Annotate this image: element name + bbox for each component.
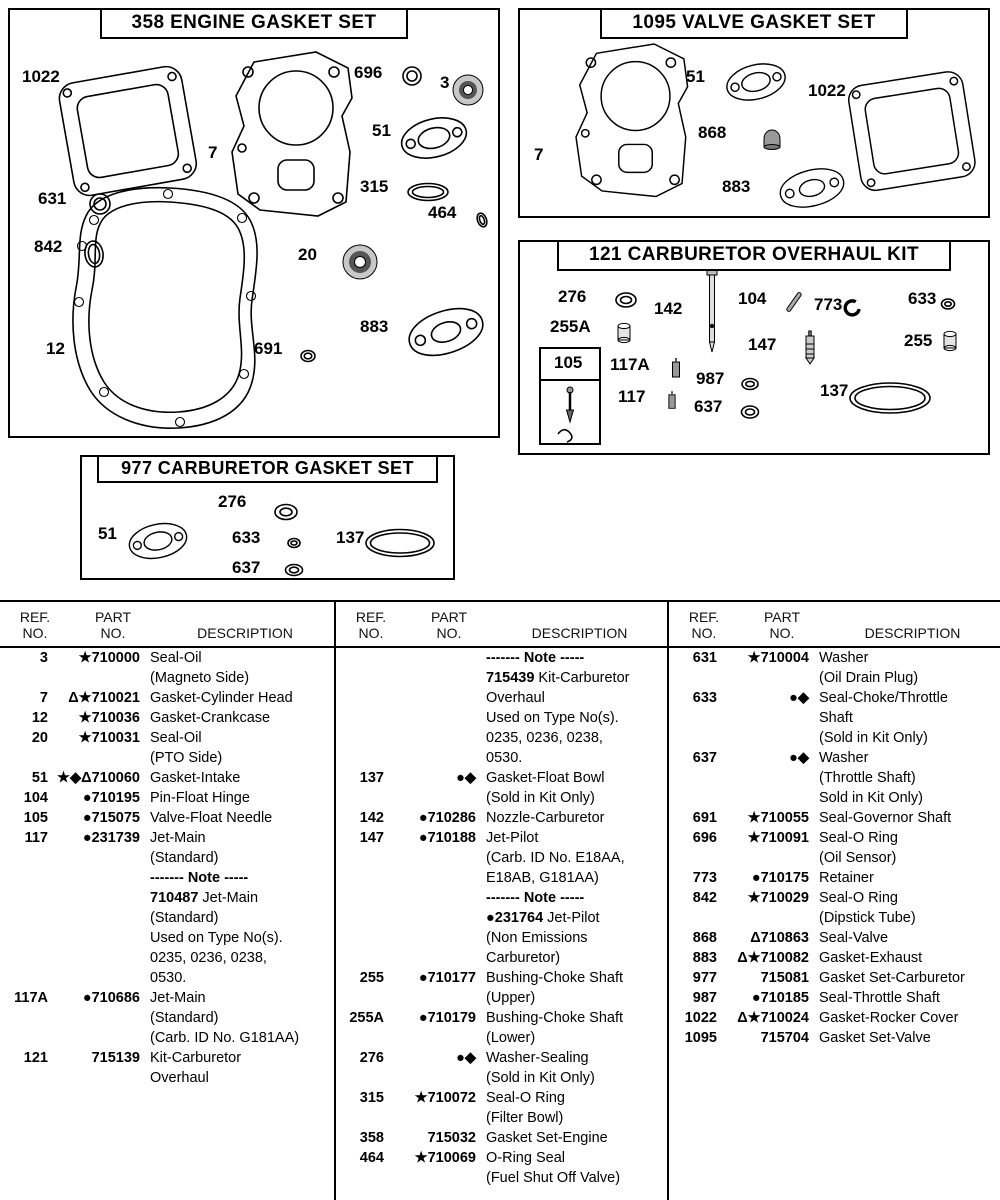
table-row: 255A ●710179 Bushing-Choke Shaft — [349, 1010, 624, 1026]
part-label-631: 631 — [38, 189, 67, 208]
part-label-117: 117 — [618, 387, 646, 406]
table-row: 637 ●◆ Washer — [692, 750, 869, 766]
part-label-137: 137 — [820, 381, 849, 400]
table-row: 977 715081 Gasket Set-Carburetor — [692, 970, 965, 986]
table-row: 276 ●◆ Washer-Sealing — [359, 1050, 589, 1066]
table-row: Overhaul — [486, 690, 545, 706]
table-row: ------- Note ----- — [486, 650, 585, 666]
part-label-464: 464 — [428, 203, 457, 222]
part-label-147: 147 — [748, 335, 777, 354]
parts-table-column-2 — [334, 602, 667, 1200]
table-row: Overhaul — [150, 1070, 209, 1086]
table-row: 137 ●◆ Gasket-Float Bowl — [359, 770, 605, 786]
part-label-51: 51 — [98, 524, 117, 543]
table-row: (Oil Sensor) — [819, 850, 897, 866]
table-row: Sold in Kit Only) — [819, 790, 923, 806]
part-label-276: 276 — [558, 287, 587, 306]
part-label-255A: 255A — [550, 317, 591, 336]
table-row: 883 Δ★710082 Gasket-Exhaust — [692, 950, 923, 966]
table-header: REF. NO. PART NO. DESCRIPTION — [336, 602, 667, 648]
part-label-276: 276 — [218, 492, 247, 511]
panel-title-carburetor-overhaul-kit: 121 CARBURETOR OVERHAUL KIT — [557, 240, 951, 271]
part-label-696: 696 — [354, 63, 383, 82]
table-row: 0235, 0236, 0238, — [486, 730, 603, 746]
table-row: ●231764 Jet-Pilot — [486, 910, 600, 926]
table-row: (Oil Drain Plug) — [819, 670, 919, 686]
table-row: 715439 Kit-Carburetor — [486, 670, 630, 686]
table-row: ------- Note ----- — [150, 870, 249, 886]
table-row: 255 ●710177 Bushing-Choke Shaft — [359, 970, 624, 986]
table-row: ------- Note ----- — [486, 890, 585, 906]
part-label-883: 883 — [360, 317, 389, 336]
part-label-637: 637 — [694, 397, 723, 416]
part-label-1022: 1022 — [22, 67, 60, 86]
part-label-637: 637 — [232, 558, 261, 577]
part-label-868: 868 — [698, 123, 727, 142]
parts-table — [0, 600, 1000, 1200]
panel-title-carburetor-gasket-set: 977 CARBURETOR GASKET SET — [97, 455, 438, 483]
table-row: (Carb. ID No. G181AA) — [150, 1030, 300, 1046]
part-label-51: 51 — [372, 121, 391, 140]
table-row: 121 715139 Kit-Carburetor — [23, 1050, 242, 1066]
table-row: 710487 Jet-Main — [150, 890, 259, 906]
table-row: Used on Type No(s). — [150, 930, 283, 946]
table-row: (Filter Bowl) — [486, 1110, 564, 1126]
part-label-633: 633 — [232, 528, 261, 547]
part-label-883: 883 — [722, 177, 751, 196]
table-row: 12 ★710036 Gasket-Crankcase — [31, 710, 271, 726]
parts-table-column-1 — [0, 602, 334, 1200]
table-row: 315 ★710072 Seal-O Ring — [359, 1090, 565, 1106]
table-header: REF. NO. PART NO. DESCRIPTION — [0, 602, 334, 648]
part-label-633: 633 — [908, 289, 937, 308]
table-row: 51 ★◆Δ710060 Gasket-Intake — [31, 770, 241, 786]
table-row: 142 ●710286 Nozzle-Carburetor — [359, 810, 605, 826]
table-row: Shaft — [819, 710, 853, 726]
table-row: (Carb. ID No. E18AA, — [486, 850, 625, 866]
part-label-773: 773 — [814, 295, 843, 314]
panel-title-valve-gasket-set: 1095 VALVE GASKET SET — [600, 8, 907, 39]
table-row: Used on Type No(s). — [486, 710, 619, 726]
table-row: 117 ●231739 Jet-Main — [24, 830, 206, 846]
part-label-51: 51 — [686, 67, 705, 86]
table-row: (Dipstick Tube) — [819, 910, 916, 926]
table-row: (Standard) — [150, 1010, 219, 1026]
table-row: 464 ★710069 O-Ring Seal — [359, 1150, 565, 1166]
table-row: 842 ★710029 Seal-O Ring — [692, 890, 898, 906]
part-label-3: 3 — [440, 73, 450, 92]
panel-carburetor-gasket-set — [80, 455, 455, 580]
table-row: 633 ●◆ Seal-Choke/Throttle — [692, 690, 948, 706]
table-row: (Magneto Side) — [150, 670, 250, 686]
table-row: 0235, 0236, 0238, — [150, 950, 267, 966]
table-row: 987 ●710185 Seal-Throttle Shaft — [692, 990, 940, 1006]
part-label-104: 104 — [738, 289, 767, 308]
parts-table-column-3 — [667, 602, 1000, 1200]
part-label-7: 7 — [208, 143, 218, 162]
table-row: (Non Emissions — [486, 930, 588, 946]
table-row: (Standard) — [150, 910, 219, 926]
table-row: (Upper) — [486, 990, 536, 1006]
table-row: (Standard) — [150, 850, 219, 866]
table-row: (PTO Side) — [150, 750, 223, 766]
part-label-142: 142 — [654, 299, 683, 318]
part-label-137: 137 — [336, 528, 365, 547]
table-row: (Throttle Shaft) — [819, 770, 916, 786]
part-label-117A: 117A — [610, 355, 650, 374]
table-row: (Sold in Kit Only) — [486, 1070, 595, 1086]
part-label-12: 12 — [46, 339, 65, 358]
table-row: 117A ●710686 Jet-Main — [14, 990, 206, 1006]
table-row: (Lower) — [486, 1030, 536, 1046]
table-row: 104 ●710195 Pin-Float Hinge — [23, 790, 250, 806]
table-row: (Fuel Shut Off Valve) — [486, 1170, 621, 1186]
table-row: (Sold in Kit Only) — [486, 790, 595, 806]
part-label-691: 691 — [254, 339, 283, 358]
table-row: 868 Δ710863 Seal-Valve — [692, 930, 889, 946]
part-label-842: 842 — [34, 237, 63, 256]
panel-engine-gasket-set — [8, 8, 500, 438]
part-label-255: 255 — [904, 331, 933, 350]
part-label-7: 7 — [534, 145, 544, 164]
table-row: 0530. — [486, 750, 523, 766]
table-row: 1022 Δ★710024 Gasket-Rocker Cover — [684, 1010, 959, 1026]
panel-valve-gasket-set — [518, 8, 990, 218]
panel-title-engine-gasket-set: 358 ENGINE GASKET SET — [100, 8, 409, 39]
table-row: 105 ●715075 Valve-Float Needle — [23, 810, 273, 826]
part-label-20: 20 — [298, 245, 317, 264]
table-row: E18AB, G181AA) — [486, 870, 599, 886]
table-row: 147 ●710188 Jet-Pilot — [359, 830, 539, 846]
table-row: (Sold in Kit Only) — [819, 730, 928, 746]
table-row: 1095 715704 Gasket Set-Valve — [684, 1030, 931, 1046]
table-row: 7 Δ★710021 Gasket-Cylinder Head — [39, 690, 293, 706]
table-row: 691 ★710055 Seal-Governor Shaft — [692, 810, 952, 826]
table-row: 0530. — [150, 970, 187, 986]
part-label-315: 315 — [360, 177, 389, 196]
table-row: 3 ★710000 Seal-Oil — [39, 650, 202, 666]
table-row: Carburetor) — [486, 950, 561, 966]
table-row: 696 ★710091 Seal-O Ring — [692, 830, 898, 846]
part-label-1022: 1022 — [808, 81, 846, 100]
table-header: REF. NO. PART NO. DESCRIPTION — [669, 602, 1000, 648]
table-row: 20 ★710031 Seal-Oil — [31, 730, 202, 746]
table-row: 631 ★710004 Washer — [692, 650, 869, 666]
table-row: 358 715032 Gasket Set-Engine — [359, 1130, 608, 1146]
panel-carburetor-overhaul-kit — [518, 240, 990, 455]
table-row: 773 ●710175 Retainer — [692, 870, 874, 886]
part-label-987: 987 — [696, 369, 725, 388]
part-label-105: 105 — [554, 353, 583, 372]
